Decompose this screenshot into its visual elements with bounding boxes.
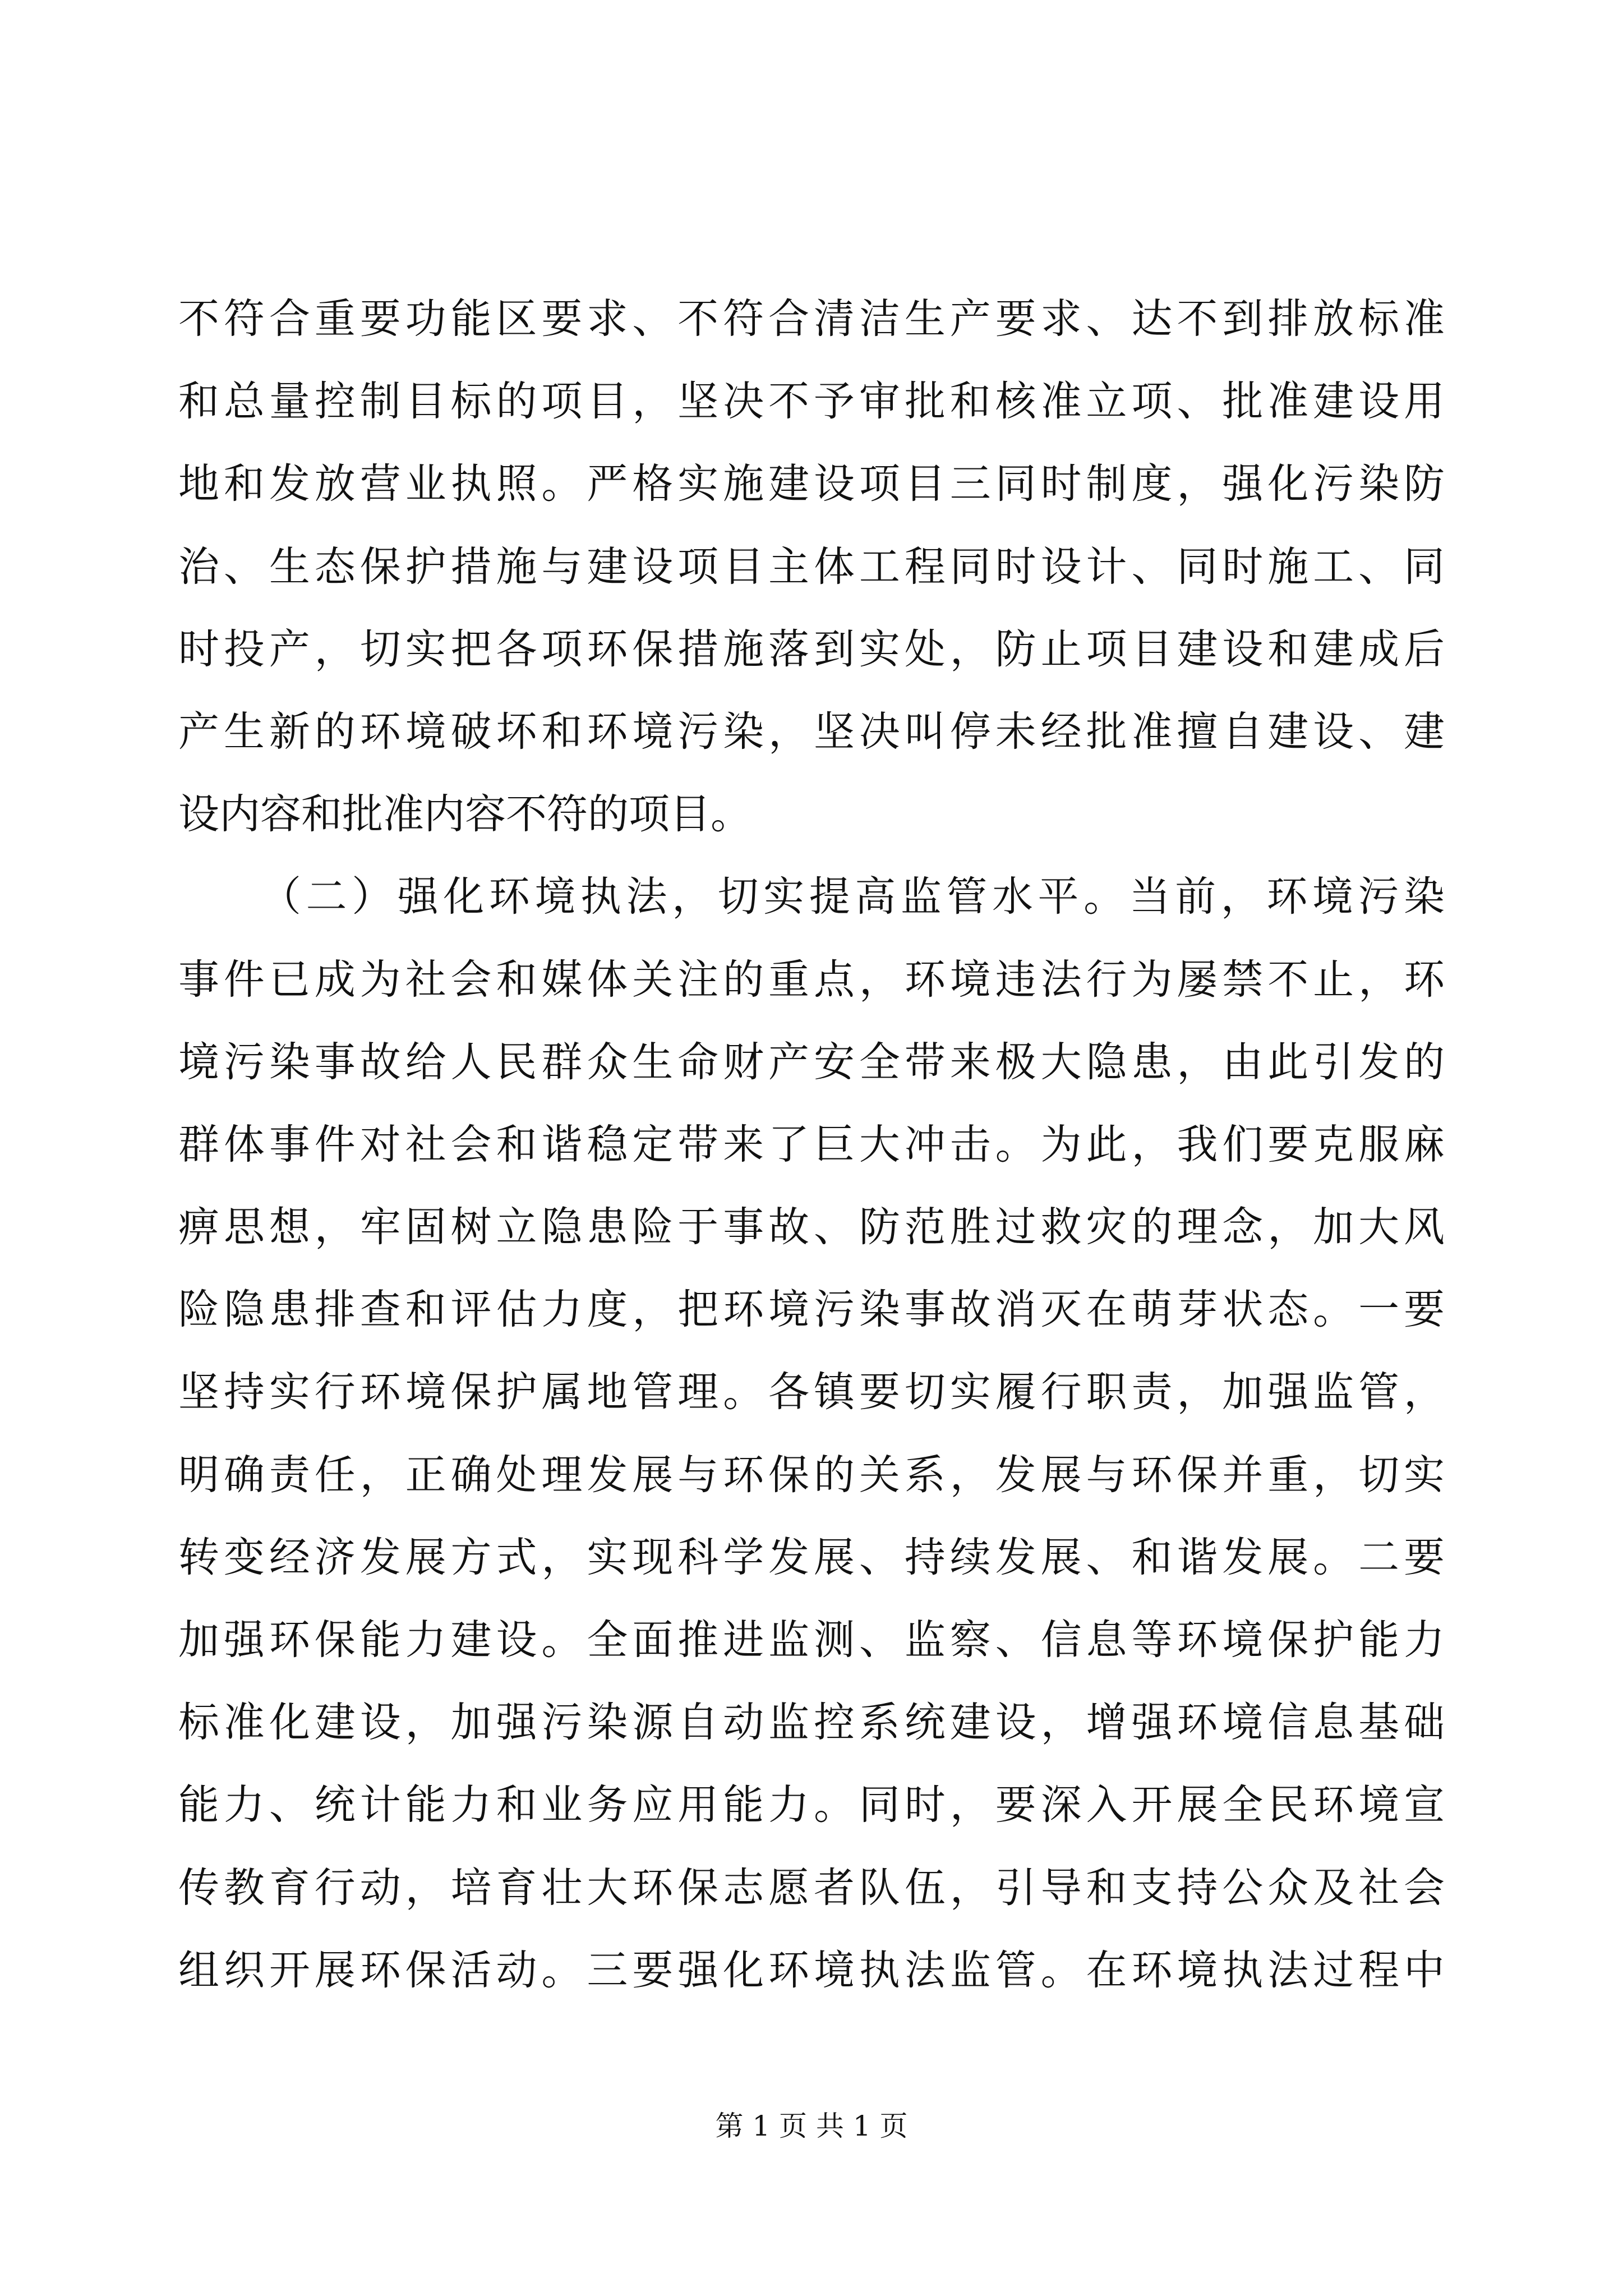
text-line: 痹思想，牢固树立隐患险于事故、防范胜过救灾的理念，加大风 [178,1203,1445,1251]
text-line: 地和发放营业执照。严格实施建设项目三同时制度，强化污染防 [178,460,1445,508]
text-line: （二）强化环境执法，切实提高监管水平。当前，环境污染 [260,873,1445,921]
text-line: 境污染事故给人民群众生命财产安全带来极大隐患，由此引发的 [178,1038,1445,1086]
text-line: 和总量控制目标的项目，坚决不予审批和核准立项、批准建设用 [178,378,1445,426]
text-line: 群体事件对社会和谐稳定带来了巨大冲击。为此，我们要克服麻 [178,1120,1445,1168]
body-text [178,278,1445,2012]
text-line: 明确责任，正确处理发展与环保的关系，发展与环保并重，切实 [178,1451,1445,1499]
text-line: 不符合重要功能区要求、不符合清洁生产要求、达不到排放标准 [178,295,1445,343]
text-line: 设内容和批准内容不符的项目。 [178,790,751,839]
page-footer: 第 1 页 共 1 页 [715,2110,908,2142]
text-line: 加强环保能力建设。全面推进监测、监察、信息等环境保护能力 [178,1616,1445,1664]
text-line: 险隐患排查和评估力度，把环境污染事故消灭在萌芽状态。一要 [178,1286,1445,1334]
text-line: 标准化建设，加强污染源自动监控系统建设，增强环境信息基础 [178,1699,1445,1747]
text-line: 产生新的环境破坏和环境污染，坚决叫停未经批准擅自建设、建 [178,707,1445,756]
text-line: 坚持实行环境保护属地管理。各镇要切实履行职责，加强监管， [178,1368,1445,1416]
text-line: 治、生态保护措施与建设项目主体工程同时设计、同时施工、同 [178,542,1445,591]
text-line: 时投产，切实把各项环保措施落到实处，防止项目建设和建成后 [178,625,1445,673]
text-line: 能力、统计能力和业务应用能力。同时，要深入开展全民环境宣 [178,1781,1445,1829]
text-line: 组织开展环保活动。三要强化环境执法监管。在环境执法过程中 [178,1946,1445,1994]
text-line: 传教育行动，培育壮大环保志愿者队伍，引导和支持公众及社会 [178,1864,1445,1912]
text-line: 事件已成为社会和媒体关注的重点，环境违法行为屡禁不止，环 [178,955,1445,1004]
text-line: 转变经济发展方式，实现科学发展、持续发展、和谐发展。二要 [178,1533,1445,1581]
